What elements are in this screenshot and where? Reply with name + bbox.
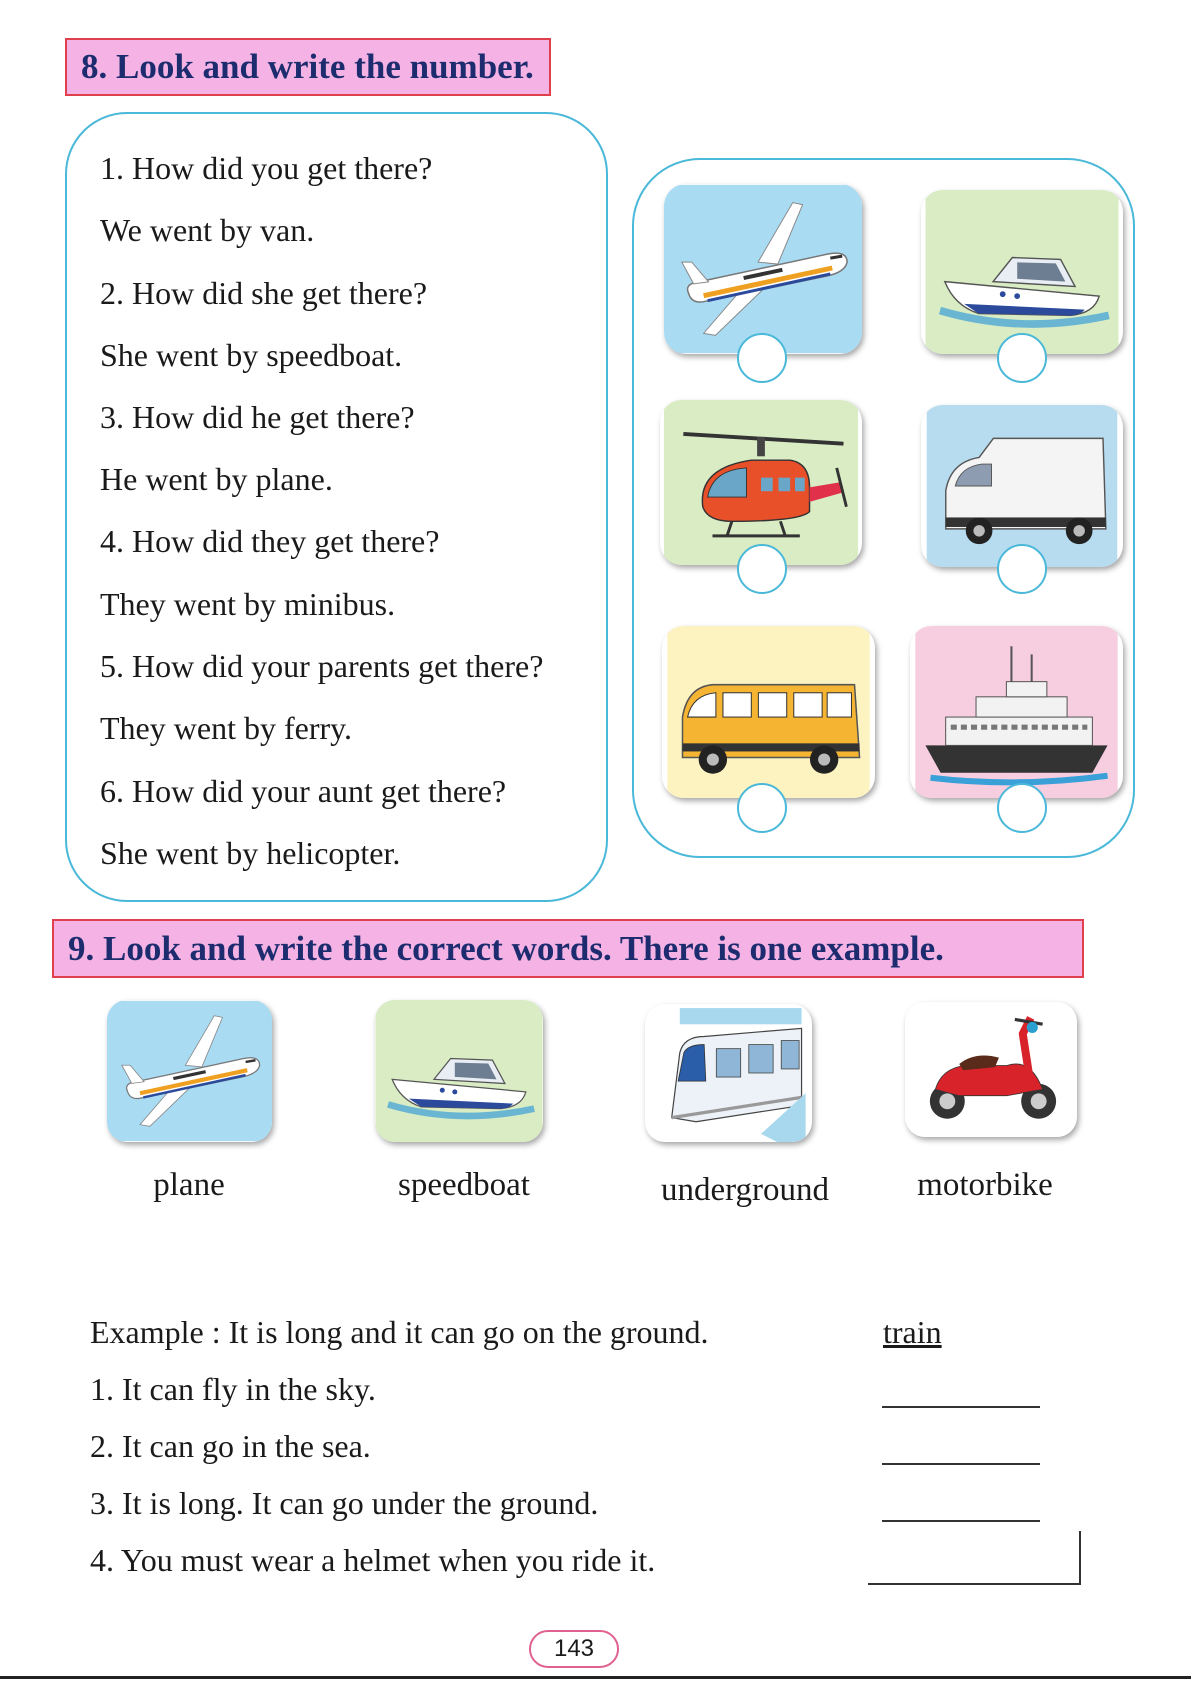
- answer-4: They went by minibus.: [100, 586, 396, 622]
- question-4: 4. How did they get there?: [100, 523, 440, 559]
- sentence-4: 4. You must wear a helmet when you ride it.: [90, 1542, 656, 1578]
- answer-3: He went by plane.: [100, 461, 333, 497]
- word-speedboat: speedboat: [398, 1167, 530, 1203]
- word-underground: underground: [660, 1172, 830, 1208]
- question-1: 1. How did you get there?: [100, 150, 433, 186]
- word-motorbike: motorbike: [917, 1167, 1053, 1203]
- answer-5: They went by ferry.: [100, 710, 353, 746]
- underground-train-icon: [645, 1004, 812, 1142]
- word-plane: plane: [153, 1167, 225, 1203]
- question-6: 6. How did your aunt get there?: [100, 773, 507, 809]
- exercise-8-heading: 8. Look and write the number.: [65, 38, 551, 96]
- sentence-2: 2. It can go in the sea.: [90, 1428, 371, 1464]
- exercise-9-heading: 9. Look and write the correct words. There is one example.: [52, 919, 1084, 978]
- van-icon: [921, 405, 1123, 567]
- question-3: 3. How did he get there?: [100, 399, 415, 435]
- number-circle-ferry[interactable]: [997, 783, 1047, 833]
- answer-blank-1[interactable]: [882, 1378, 1040, 1408]
- number-circle-van[interactable]: [997, 544, 1047, 594]
- minibus-icon: [662, 626, 875, 798]
- number-circle-minibus[interactable]: [737, 783, 787, 833]
- motorbike-icon: [905, 1002, 1077, 1137]
- example-answer: train: [883, 1314, 942, 1350]
- question-5: 5. How did your parents get there?: [100, 648, 544, 684]
- speedboat-icon: [375, 1000, 543, 1142]
- number-circle-speedboat[interactable]: [997, 333, 1047, 383]
- number-circle-plane[interactable]: [737, 333, 787, 383]
- helicopter-icon: [660, 400, 862, 565]
- answer-blank-4[interactable]: [868, 1531, 1081, 1585]
- page-number: 143: [529, 1630, 619, 1668]
- example-sentence: Example : It is long and it can go on the ground.: [90, 1314, 709, 1350]
- answer-2: She went by speedboat.: [100, 337, 403, 373]
- speedboat-icon: [921, 190, 1123, 354]
- sentence-3: 3. It is long. It can go under the ground.: [90, 1485, 599, 1521]
- answer-blank-2[interactable]: [882, 1435, 1040, 1465]
- sentence-1: 1. It can fly in the sky.: [90, 1371, 376, 1407]
- ferry-icon: [910, 626, 1123, 798]
- bottom-rule: [0, 1676, 1191, 1679]
- answer-blank-3[interactable]: [882, 1492, 1040, 1522]
- plane-icon: [107, 1000, 272, 1142]
- answer-1: We went by van.: [100, 212, 315, 248]
- question-2: 2. How did she get there?: [100, 275, 428, 311]
- number-circle-helicopter[interactable]: [737, 544, 787, 594]
- answer-6: She went by helicopter.: [100, 835, 401, 871]
- plane-icon: [664, 184, 862, 354]
